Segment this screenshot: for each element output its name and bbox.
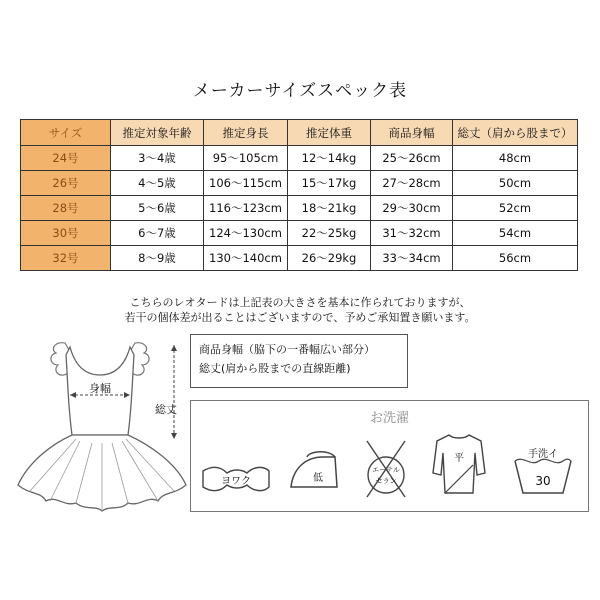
- dry-flat-icon: [431, 429, 487, 499]
- table-cell: 12〜14kg: [288, 146, 371, 171]
- table-cell: 31〜32cm: [371, 221, 453, 246]
- width-label: 身幅: [89, 382, 111, 395]
- legend-width: 商品身幅（脇下の一番幅広い部分）: [199, 343, 375, 356]
- table-cell: 6〜7歳: [111, 221, 204, 246]
- dry-flat-text: 平: [454, 453, 464, 464]
- table-cell: 28号: [21, 196, 111, 221]
- hand-wash-icon: [511, 441, 575, 497]
- table-cell: 124〜130cm: [204, 221, 288, 246]
- wring-text: ヨワク: [221, 476, 251, 487]
- table-cell: 8〜9歳: [111, 246, 204, 271]
- table-row: [21, 246, 578, 271]
- svg-text:エーテル: エーテル: [372, 466, 400, 474]
- table-cell: 26号: [21, 171, 111, 196]
- no-dry-clean-icon: [359, 435, 413, 499]
- column-header: サイズ: [21, 120, 111, 146]
- table-cell: 24号: [21, 146, 111, 171]
- table-cell: 48cm: [453, 146, 578, 171]
- length-label: 総丈: [155, 403, 177, 416]
- table-header-row: [21, 120, 578, 146]
- table-cell: 33〜34cm: [371, 246, 453, 271]
- svg-text:セラン: セラン: [375, 477, 397, 485]
- table-row: [21, 221, 578, 246]
- table-cell: 25〜26cm: [371, 146, 453, 171]
- table-cell: 56cm: [453, 246, 578, 271]
- table-row: [21, 196, 578, 221]
- table-cell: 29〜30cm: [371, 196, 453, 221]
- table-cell: 4〜5歳: [111, 171, 204, 196]
- table-cell: 95〜105cm: [204, 146, 288, 171]
- table-cell: 18〜21kg: [288, 196, 371, 221]
- column-header: 推定体重: [288, 120, 371, 146]
- table-cell: 52cm: [453, 196, 578, 221]
- iron-text: 低: [313, 473, 323, 484]
- hand-wash-text: 手洗イ: [528, 449, 558, 460]
- page-title: メーカーサイズスペック表: [192, 81, 408, 101]
- table-cell: 3〜4歳: [111, 146, 204, 171]
- table-cell: 32号: [21, 246, 111, 271]
- iron-icon: [285, 443, 345, 495]
- table-cell: 26〜29kg: [288, 246, 371, 271]
- table-cell: 116〜123cm: [204, 196, 288, 221]
- column-header: 推定身長: [204, 120, 288, 146]
- hand-wash-temp: 30: [535, 474, 551, 488]
- table-cell: 15〜17kg: [288, 171, 371, 196]
- legend-length: 総丈(肩から股までの直線距離): [199, 362, 351, 375]
- table-row: [21, 171, 578, 196]
- table-cell: 22〜25kg: [288, 221, 371, 246]
- table-row: [21, 146, 578, 171]
- table-cell: 54cm: [453, 221, 578, 246]
- leotard-diagram: [10, 335, 190, 525]
- table-cell: 130〜140cm: [204, 246, 288, 271]
- table-cell: 106〜115cm: [204, 171, 288, 196]
- column-header: 商品身幅: [371, 120, 453, 146]
- wring-icon: [199, 461, 273, 497]
- table-cell: 50cm: [453, 171, 578, 196]
- note-line-1: こちらのレオタードは上記表の大きさを基本に作られておりますが、: [129, 296, 471, 309]
- column-header: 総丈（肩から股まで）: [453, 120, 578, 146]
- size-spec-table: [20, 119, 578, 271]
- measurement-legend: [190, 334, 408, 388]
- column-header: 推定対象年齢: [111, 120, 204, 146]
- care-title: お洗濯: [369, 411, 409, 426]
- table-cell: 5〜6歳: [111, 196, 204, 221]
- care-instructions: [190, 400, 589, 512]
- table-cell: 27〜28cm: [371, 171, 453, 196]
- table-cell: 30号: [21, 221, 111, 246]
- note-line-2: 若干の個体差が出ることはございますので、予めご承知置き願います。: [124, 311, 476, 324]
